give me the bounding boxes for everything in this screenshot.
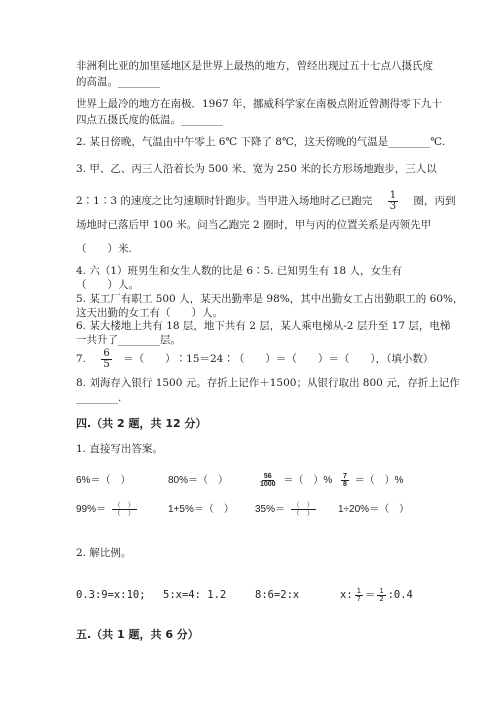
calc-80-percent: 80%＝（ ） (168, 475, 229, 486)
fraction-six-fifths (101, 349, 111, 370)
calc-99-percent (76, 499, 140, 521)
proportion-4 (340, 582, 413, 608)
fraction-blank (291, 502, 316, 517)
proportion-4-equals: ＝ (364, 589, 376, 601)
calc-6-percent: 6%＝（ ） (76, 475, 131, 486)
fraction-numerator: 6 (103, 347, 110, 359)
question-8-line1: 8. 刘海存入银行 1500 元。存折上记作＋1500；从银行取出 800 元，存折上记作 (76, 377, 460, 389)
question-7 (76, 346, 433, 372)
question-4-line2: （ ）人。 (76, 279, 139, 291)
section-4-q1-title: 1. 直接写出答案。 (76, 443, 163, 455)
fraction-1-7 (355, 588, 363, 603)
fraction-56-1000 (258, 473, 278, 488)
calc-35-percent (255, 499, 319, 521)
fraction-1-2 (377, 588, 385, 603)
question-6-line1: 6. 某大楼地上共有 18 层，地下共有 2 层，某人乘电梯从-2 层升至 17 层，电梯 (76, 320, 451, 332)
calc-7-over-8 (338, 468, 404, 494)
fraction-numerator: （ ） (292, 501, 314, 509)
calc-7-over-8-tail: ＝（ ）% (354, 475, 404, 486)
question-6-line2: 一共升了________层。 (76, 334, 181, 346)
fraction-denominator: 7 (356, 594, 361, 603)
question-4-line1: 4. 六（1）班男生和女生人数的比是 6∶5. 已知男生有 18 人，女生有 (76, 265, 402, 277)
proportion-4-x: x: (340, 589, 353, 601)
calc-1-plus-5-percent: 1+5%＝（ ） (168, 504, 234, 515)
question-3-line1: 3. 甲、乙、丙三人沿着长为 500 米、宽为 250 米的长方形场地跑步，三人以 (76, 163, 437, 175)
question-7-equation: ＝（ ）∶15＝24∶（ ）＝（ ）＝（ ），（填小数） (123, 353, 434, 365)
proportion-3: 8:6=2:x (255, 589, 300, 601)
fraction-blank (112, 502, 137, 517)
proportion-1: 0.3:9=x:10; (76, 589, 146, 601)
fraction-numerator: 7 (343, 472, 347, 480)
paragraph-libya-line1: 非洲利比亚的加里延地区是世界上最热的地方，曾经出现过五十七点八摄氏度 (76, 60, 433, 72)
question-3-line3: 场地时已落后甲 100 米。问当乙跑完 2 圈时，甲与丙的位置关系是丙领先甲 (76, 219, 432, 231)
fraction-denominator: 8 (343, 480, 347, 488)
proportion-4-tail: :0.4 (387, 589, 413, 601)
fraction-7-8 (341, 473, 349, 488)
fraction-numerator: 1 (379, 586, 384, 595)
fraction-numerator: 1 (389, 189, 397, 201)
question-3-line2-tail: 圈，丙到 (413, 195, 456, 207)
fraction-numerator: （ ） (113, 501, 135, 509)
question-7-number: 7. (76, 353, 87, 365)
fraction-one-third (388, 191, 398, 212)
section-4-q2-title: 2. 解比例。 (76, 547, 132, 559)
fraction-denominator: （ ） (292, 509, 314, 517)
fraction-numerator: 56 (263, 472, 272, 480)
calc-99-percent-label: 99%＝ (76, 504, 107, 515)
question-3-line4: （ ）米. (76, 243, 132, 255)
question-5-line1: 5. 某工厂有职工 500 人，某天出勤率是 98%，其中出勤女工占出勤职工的 60%， (76, 293, 464, 305)
calc-1-div-20-percent: 1÷20%＝（ ） (338, 504, 410, 515)
calc-35-percent-label: 35%＝ (255, 504, 286, 515)
proportion-2: 5:x=4: 1.2 (163, 589, 227, 601)
question-5-line2: 这天出勤的女工有（ ）人。 (76, 307, 223, 319)
section-5-title: 五.（共 1 题，共 6 分） (76, 628, 199, 641)
calc-56-over-1000-tail: ＝（ ）% (283, 475, 333, 486)
question-2: 2. 某日傍晚，气温由中午零上 6℃ 下降了 8℃，这天傍晚的气温是________℃. (76, 136, 446, 148)
question-3-line2 (76, 188, 455, 214)
paragraph-antarctica-line1: 世界上最冷的地方在南极．1967 年，挪威科学家在南极点附近曾测得零下九十 (76, 98, 443, 110)
question-3-line2-text: 2∶1∶3 的速度之比匀速顺时针跑步。当甲进入场地时乙已跑完 (76, 195, 373, 207)
paragraph-antarctica-line2: 四点五摄氏度的低温。________ (76, 114, 223, 126)
fraction-denominator: （ ） (113, 509, 135, 517)
section-4-title: 四.（共 2 题，共 12 分） (76, 417, 207, 430)
fraction-denominator: 1000 (260, 480, 276, 488)
paragraph-libya-line2: 的高温。________ (76, 76, 160, 88)
fraction-denominator: 5 (103, 358, 110, 370)
calc-56-over-1000 (255, 468, 332, 494)
question-8-line2: ________. (76, 392, 122, 404)
fraction-denominator: 3 (389, 200, 397, 212)
fraction-numerator: 1 (356, 586, 361, 595)
fraction-denominator: 2 (379, 594, 384, 603)
